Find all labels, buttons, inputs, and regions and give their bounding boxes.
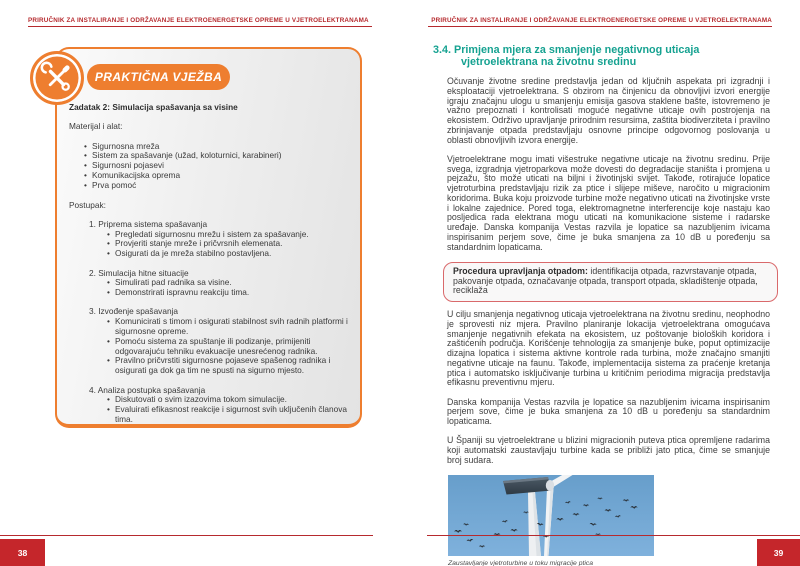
substep-item: • Simulirati pad radnika sa visine. — [107, 278, 348, 288]
practical-exercise-badge: PRAKTIČNA VJEŽBA — [87, 64, 230, 90]
body-paragraph: U cilju smanjenja negativnog uticaja vjetroelektrana na životnu sredinu, neophodno je sprovesti niz mjera. Pravilno planiranje lokacija vjetroelektrana omogućava smanjenje negativnih efekata na ekosistem, uz poštovanje bioloških koridora i zaštićenih područja. Korišćenje tehnologija za smanjenje buke, poput optimizacije dizajna lopatica i sistema aktivne kontrole rada turbina, može značajno smanjiti negativne uticaje na faunu. Takođe, implementacija sistema za praćenje kretanja ptica i automatsko isključivanje turbina u kritičnim periodima migracija predstavlja efikasnu preventivnu mjeru. — [447, 309, 770, 388]
substep-item: • Demonstrirati ispravnu reakciju tima. — [107, 288, 348, 298]
waste-procedure-label: Procedura upravljanja otpadom: — [453, 265, 588, 276]
waste-procedure-text: identifikacija otpada, razvrstavanje otpada, pakovanje otpada, označavanje otpada, transport otpada, skladištenje otpada, reciklaža — [453, 265, 758, 296]
substep-item: • Pomoću sistema za spuštanje ili podizanje, primijeniti odgovarajuću tehniku evakuacije unesrećenog radnika. — [107, 337, 348, 357]
section-number: 3.4. — [433, 44, 452, 56]
materials-list — [84, 142, 348, 191]
procedure-label: Postupak: — [69, 199, 106, 210]
substep-item: • Diskutovati o svim izazovima tokom simulacije. — [107, 395, 348, 405]
material-item: • Sigurnosni pojasevi — [84, 161, 348, 171]
tools-icon — [30, 51, 84, 105]
running-header-right: PRIRUČNIK ZA INSTALIRANJE I ODRŽAVANJE ELEKTROENERGETSKE OPREME U VJETROELEKTRANAMA — [431, 17, 772, 24]
body-paragraph: Danska kompanija Vestas razvila je lopatice sa nazubljenim ivicama inspirisanim perjem sove, čime je buka smanjena za 10 dB u poređenju sa standardnim lopaticama. — [447, 396, 770, 426]
substeps-list — [107, 230, 348, 259]
body-paragraph: Vjetroelektrane mogu imati višestruke negativne uticaje na životnu sredinu. Prije svega, izgradnja vjetroparkova može dovesti do degradacije staništa i promjena u pejzažu, što može uticati na biljni i životinjski svijet. Takođe, rotirajuće lopatice vjetroturbina predstavljaju rizik za ptice i slijepe miševe, naročito u migracionim koridorima. Buka koju proizvode turbine može negativno uticati na životinjske vrste i lokalne zajednice. Pored toga, elektromagnetne interferencije koje nastaju kao posljedica rada elektrana mogu uticati na komunikacione sisteme i radarske uređaje. Danska kompanija Vestas razvila je lopatice sa nazubljenim ivicama inspirisanim perjem sove, čime je buka smanjena za 10 dB u poređenju sa standardnim lopaticama. — [447, 153, 770, 252]
substeps-list — [107, 278, 348, 298]
substep-item: • Pregledati sigurnosnu mrežu i sistem za spašavanje. — [107, 230, 348, 240]
material-item: • Sigurnosna mreža — [84, 142, 348, 152]
step-title: 4. Analiza postupka spašavanja — [89, 384, 206, 395]
footer-rule-left — [0, 535, 373, 536]
substeps-list — [107, 395, 348, 424]
step — [89, 220, 348, 259]
step — [89, 307, 348, 376]
running-header-left: PRIRUČNIK ZA INSTALIRANJE I ODRŽAVANJE ELEKTROENERGETSKE OPREME U VJETROELEKTRANAMA — [28, 17, 369, 24]
step — [89, 386, 348, 425]
header-rule-right — [428, 26, 772, 27]
turbine-hub — [546, 480, 554, 491]
task-title: Zadatak 2: Simulacija spašavanja sa visine — [69, 102, 238, 112]
material-item: • Komunikacijska oprema — [84, 171, 348, 181]
footer-rule-right — [427, 535, 800, 536]
steps-list — [89, 220, 348, 425]
page-number-right: 39 — [757, 539, 800, 566]
substep-item: • Evaluirati efikasnost reakcije i sigurnost svih uključenih članova tima. — [107, 405, 348, 425]
practical-exercise-box — [55, 47, 362, 428]
paragraphs-after-box — [447, 310, 770, 466]
exercise-content — [57, 103, 360, 434]
section-3-4 — [433, 44, 779, 566]
body-paragraph: Očuvanje životne sredine predstavlja jedan od ključnih aspekata pri izgradnji i eksploataciji vjetroelektrana. S obzirom na činjenicu da obnovljivi izvori energije igraju značajnu ulogu u smanjenju emisija gasova staklene bašte, istovremeno je važno prepoznati i kontrolisati moguće negativne uticaje ovih postrojenja na ekosistem. Održivo upravljanje prirodnim resursima, zaštita biodiverziteta i pravilno zbrinjavanje otpada predstavljaju osnovne principe odgovornog poslovanja u oblasti obnovljivih izvora energije. — [447, 76, 770, 145]
substeps-list — [107, 317, 348, 376]
materials-label: Materijal i alat: — [69, 121, 123, 132]
waste-procedure-box — [443, 262, 778, 302]
step-title: 3. Izvođenje spašavanja — [89, 306, 179, 317]
paragraphs-before-box — [447, 77, 770, 252]
substep-item: • Komunicirati s timom i osigurati stabilnost svih radnih platformi i sigurnosne opreme. — [107, 317, 348, 337]
photo-caption: Zaustavljanje vjetroturbine u toku migracije ptica — [448, 560, 594, 566]
section-title: Primjena mjera za smanjenje negativnog uticaja vjetroelektrana na životnu sredinu — [454, 44, 700, 68]
body-paragraph: U Španiji su vjetroelektrane u blizini migracionih puteva ptica opremljene radarima koji automatski zaustavljaju turbine kada se približi jato ptica, čime se smanjuje broj sudara. — [447, 435, 770, 465]
page-number-left: 38 — [0, 539, 45, 566]
step-title: 1. Priprema sistema spašavanja — [89, 218, 208, 229]
substep-item: • Osigurati da je mreža stabilno postavljena. — [107, 249, 348, 259]
step-title: 2. Simulacija hitne situacije — [89, 267, 189, 278]
substep-item: • Pravilno pričvrstiti sigurnosne pojaseve spašenog radnika i osigurati ga dok ga tim ne spusti na sigurno mjesto. — [107, 356, 348, 376]
substep-item: • Provjeriti stanje mreže i pričvrsnih elemenata. — [107, 239, 348, 249]
material-item: • Prva pomoć — [84, 181, 348, 191]
step — [89, 269, 348, 298]
section-body — [447, 77, 770, 566]
section-heading — [433, 44, 779, 68]
material-item: • Sistem za spašavanje (užad, koloturnici, karabineri) — [84, 151, 348, 161]
wind-turbine-with-birds-photo — [448, 475, 654, 556]
header-rule-left — [28, 26, 372, 27]
